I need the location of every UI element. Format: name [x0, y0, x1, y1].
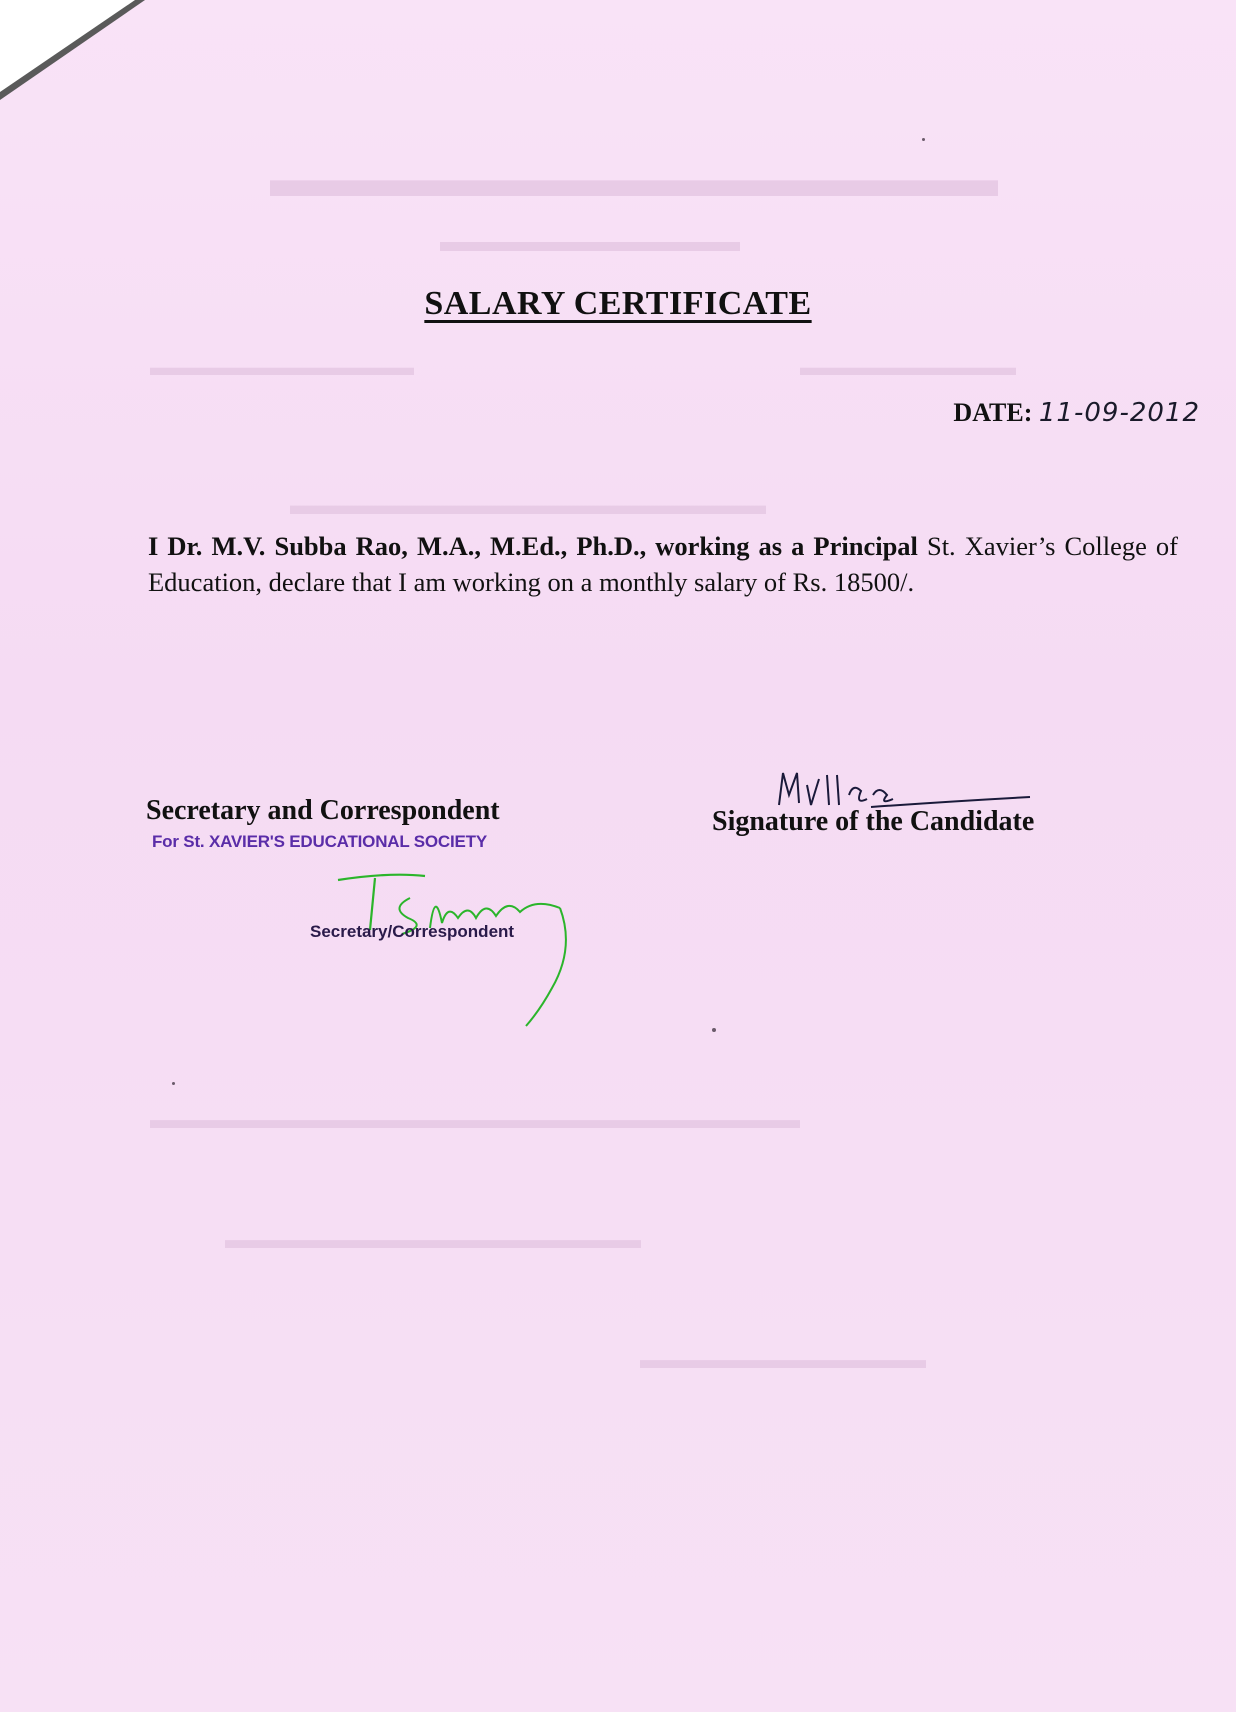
- show-through-subheading: ▬▬▬▬▬▬▬▬▬▬: [440, 225, 740, 258]
- secretary-signature-icon: [330, 868, 590, 1028]
- stamp-role: Secretary/Correspondent: [310, 922, 515, 941]
- secretary-title: Secretary and Correspondent: [146, 795, 500, 826]
- certificate-body: [148, 528, 1178, 600]
- scan-speck: [922, 138, 925, 141]
- secretary-block: [146, 795, 500, 827]
- certificate-title: SALARY CERTIFICATE: [424, 285, 812, 322]
- folded-corner-highlight: [0, 0, 135, 92]
- show-through-line: ▬▬▬▬▬▬▬▬▬▬▬▬▬▬▬▬▬▬▬▬▬▬▬▬▬: [150, 1105, 800, 1134]
- show-through-line: ▬▬▬▬▬▬▬▬▬: [800, 355, 1016, 381]
- show-through-line: ▬▬▬▬▬▬▬▬▬▬▬: [150, 355, 414, 381]
- date-value: 11-09-2012: [1038, 398, 1200, 428]
- show-through-line: ▬▬▬▬▬▬▬▬▬▬▬▬▬▬▬▬▬: [290, 490, 766, 521]
- body-declaration: St. Xavier’s College of Education, declare that I am working on a monthly salary of Rs. 18500/.: [148, 531, 1178, 597]
- scan-speck: [712, 1028, 716, 1032]
- candidate-signature-label: Signature of the Candidate: [712, 806, 1035, 837]
- scan-speck: [172, 1082, 175, 1085]
- society-stamp: For St. XAVIER'S EDUCATIONAL SOCIETY: [152, 832, 487, 851]
- show-through-heading: ▬▬▬▬▬▬▬▬▬▬▬▬▬▬: [270, 151, 998, 208]
- show-through-line: ▬▬▬▬▬▬▬▬▬▬▬▬▬▬▬▬: [225, 1225, 641, 1254]
- date-label: DATE:: [953, 398, 1033, 427]
- date-line: [953, 398, 1200, 428]
- show-through-line: ▬▬▬▬▬▬▬▬▬▬▬: [640, 1345, 926, 1374]
- body-declarant-line: I Dr. M.V. Subba Rao, M.A., M.Ed., Ph.D., working as a Principal: [148, 531, 918, 561]
